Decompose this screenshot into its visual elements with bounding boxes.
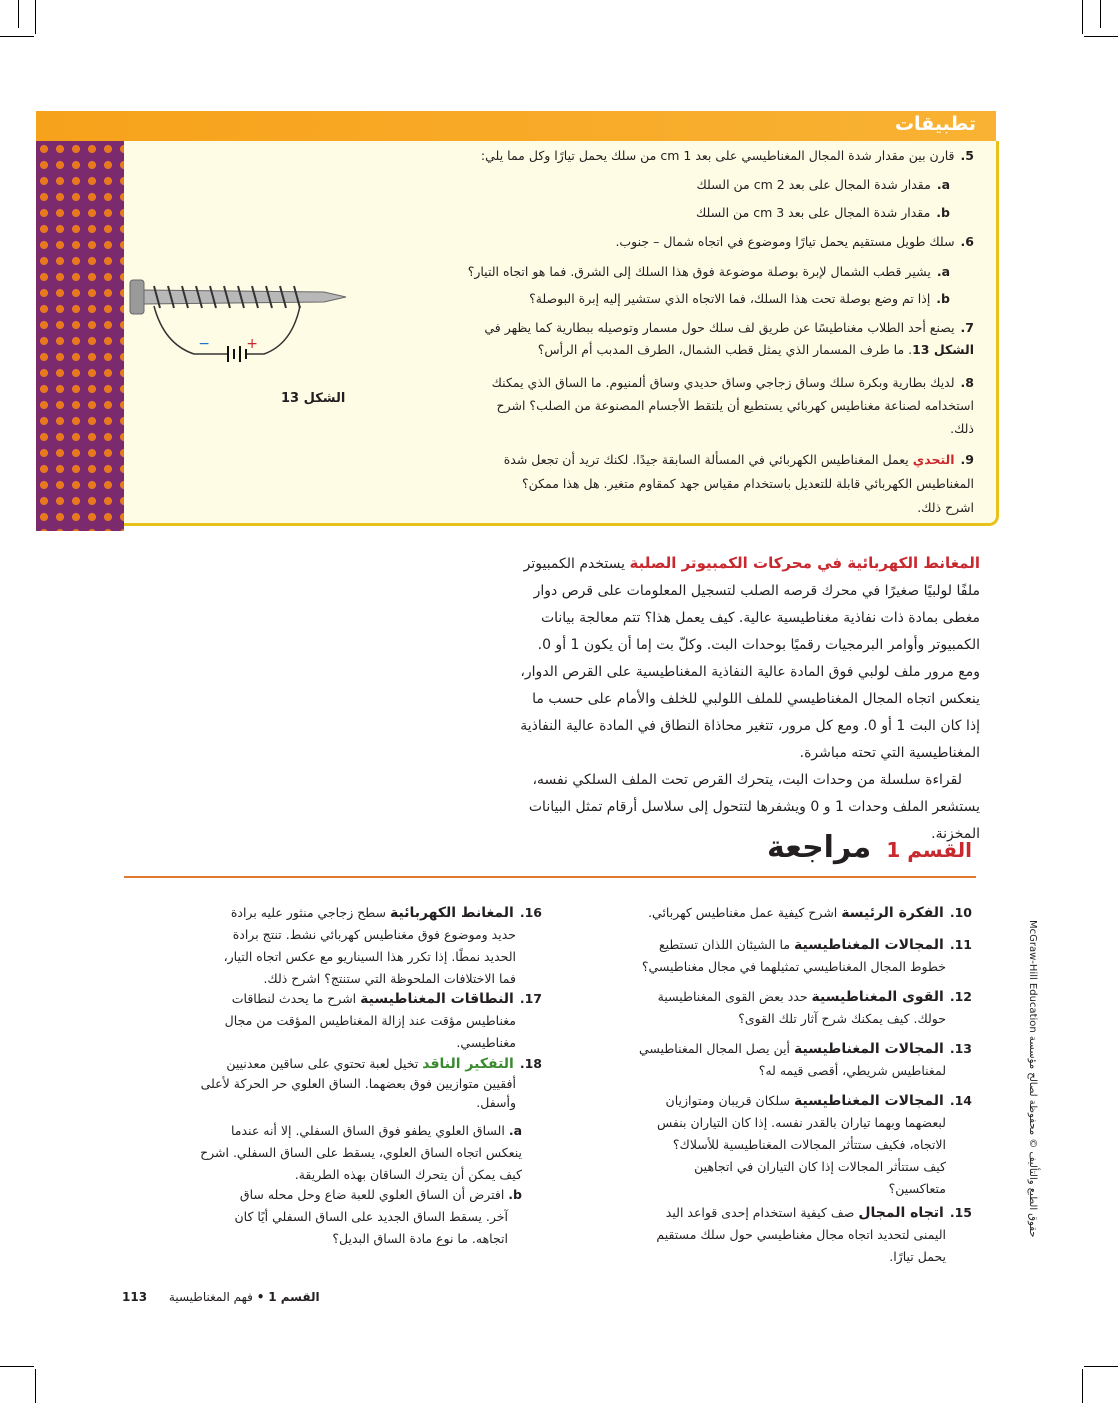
review-item-13: 13.المجالات المغناطيسية أين يصل المجال المغناطيسي لمغناطيس شريطي، أقصى قيمه له؟ [638, 1041, 972, 1078]
hard-drive-paragraph [440, 550, 980, 848]
crop-mark [1084, 1366, 1118, 1367]
question-5b: b.مقدار شدة المجال على بعد 3 cm من السلك [695, 205, 950, 220]
footer-chapter: فهم المغناطيسية [168, 1290, 253, 1304]
question-6b: b.إذا تم وضع بوصلة تحت هذا السلك، فما الاتجاه الذي ستشير إليه إبرة البوصلة؟ [529, 291, 950, 306]
question-7: 7.يصنع أحد الطلاب مغناطيسًا عن طريق لف سلك حول مسمار وتوصيله ببطارية كما يظهر في الشكل 13. ما طرف المسمار الذي يمثل قطب الشمال، الطرف المدبب أم الرأس؟ [484, 320, 974, 357]
hard-drive-line: يستشعر الملف وحدات 1 و 0 ويشفرها لتتحول إلى سلاسل أرقام تمثل البيانات [528, 799, 980, 815]
footer-bullet: • [256, 1290, 265, 1304]
page-footer [122, 1290, 320, 1304]
review-item-14: 14.المجالات المغناطيسية سلكان قريبان ومتوازيان لبعضهما وبهما تياران بالقدر نفسه. إذا كان التياران بنفس الاتجاه، فكيف ستتأثر المجالات المغناطيسية للأسلاك؟ كيف ستتأثر المجالات إذا كان التياران في اتجاهين متعاكسين؟ [656, 1093, 972, 1196]
hard-drive-line: مغطى بمادة ذات نفاذية مغناطيسية عالية. كيف يعمل هذا؟ تتم معالجة بيانات [540, 610, 980, 626]
hard-drive-line: لقراءة سلسلة من وحدات البت، يتحرك القرص تحت الملف السلكي نفسه، [532, 772, 962, 788]
crop-mark [0, 1366, 34, 1367]
figure-13-caption: الشكل 13 [281, 391, 346, 406]
review-item-12: 12.القوى المغناطيسية حدد بعض القوى المغناطيسية حولك. كيف يمكنك شرح آثار تلك القوى؟ [657, 989, 972, 1026]
figure-13-diagram [124, 266, 364, 376]
crop-mark [1082, 0, 1083, 34]
review-item-18a: a. الساق العلوي يطفو فوق الساق السفلي. إلا أنه عندما ينعكس اتجاه الساق العلوي، يسقط على الساق السفلي. اشرح كيف يمكن أن يتحرك الساقان بهذه الطريقة. [200, 1123, 522, 1182]
nail-shaft [144, 290, 346, 304]
decorative-dot-strip [36, 141, 124, 531]
crop-mark [35, 0, 36, 34]
review-title: مراجعة [766, 830, 872, 865]
hard-drive-line: الكمبيوتر وأوامر البرمجيات رقميًا بوحدات البت. وكلّ بت إما أن يكون 1 أو 0. [537, 637, 980, 653]
applications-title: تطبيقات [894, 113, 976, 135]
copyright-credit: حقوق الطبع والتأليف © محفوظة لصالح مؤسسة McGraw-Hill Education [1027, 920, 1038, 1238]
question-5: 5.قارن بين مقدار شدة المجال المغناطيسي على بعد 1 cm من سلك يحمل تيارًا وكل مما يلي: [480, 148, 974, 163]
crop-mark [18, 0, 19, 28]
hard-drive-line: ومع مرور ملف لولبي فوق المادة عالية النفاذية المغناطيسية على القرص الدوار، [520, 664, 980, 680]
crop-mark [35, 1369, 36, 1403]
battery-plus-label: + [246, 336, 258, 352]
applications-header [36, 111, 996, 141]
review-item-17: 17.النطاقات المغناطيسية اشرح ما يحدث لنطاقات مغناطيس مؤقت عند إزالة المغناطيس المؤقت من مجال مغناطيسي. [224, 991, 542, 1050]
crop-mark [1100, 0, 1101, 28]
crop-mark [1082, 1369, 1083, 1403]
wire-left [154, 306, 228, 354]
review-item-18: 18.التفكير الناقد تخيل لعبة تحتوي على ساقين معدنيين أفقيين متوازيين فوق بعضهما. الساق العلوي حر الحركة لأعلى وأسفل. [200, 1056, 542, 1110]
review-item-11: 11.المجالات المغناطيسية ما الشيئان اللذان تستطيع خطوط المجال المغناطيسي تمثيلهما في مجال مغناطيسي؟ [641, 937, 972, 974]
hard-drive-line-1: المغانط الكهربائية في محركات الكمبيوتر الصلبة يستخدم الكمبيوتر [523, 554, 980, 572]
review-item-18b: b. افترض أن الساق العلوي للعبة ضاع وحل محله ساق آخر. يسقط الساق الجديد على الساق السفلي أيًا كان اتجاهه. ما نوع مادة الساق البديل؟ [234, 1187, 522, 1246]
footer-section: القسم 1 [268, 1290, 320, 1304]
page-number: 113 [122, 1290, 148, 1304]
hard-drive-line: ينعكس اتجاه المجال المغناطيسي للملف اللولبي للخلف والأمام على حسب ما [532, 691, 980, 707]
hard-drive-line: إذا كان البت 1 أو 0. ومع كل مرور، تتغير محاذاة النطاق في المادة عالية النفاذية [520, 718, 980, 734]
review-item-10: 10.الفكرة الرئيسة اشرح كيفية عمل مغناطيس كهربائي. [648, 905, 972, 921]
crop-mark [0, 36, 34, 37]
review-item-15: 15.اتجاه المجال صف كيفية استخدام إحدى قواعد اليد اليمنى لتحديد اتجاه مجال مغناطيسي حول سلك مستقيم يحمل تيارًا. [656, 1205, 972, 1264]
hard-drive-line: ملفًا لولبيًا صغيرًا في محرك قرصه الصلب لتسجيل المعلومات على قرص دوار [533, 583, 980, 599]
question-6: 6.سلك طويل مستقيم يحمل تيارًا وموضوع في اتجاه شمال – جنوب. [615, 234, 974, 249]
battery-minus-label: − [198, 336, 210, 352]
hard-drive-line: المغناطيسية التي تحته مباشرة. [799, 745, 980, 761]
question-8: 8.لديك بطارية وبكرة سلك وساق زجاجي وساق حديدي وساق ألمنيوم. ما الساق الذي يمكنك استخدامه لصناعة مغناطيس كهربائي يستطيع أن يلتقط الأجسام المصنوعة من الصلب؟ اشرح ذلك. [491, 375, 974, 436]
crop-mark [1084, 36, 1118, 37]
question-9: 9.التحدي يعمل المغناطيس الكهربائي في المسألة السابقة جيدًا. لكنك تريد أن تجعل شدة المغناطيس الكهربائي قابلة للتعديل باستخدام مقياس جهد كمقاوم متغير. هل هذا ممكن؟ اشرح ذلك. [503, 452, 974, 515]
review-item-16: 16.المغانط الكهربائية سطح زجاجي منثور عليه برادة حديد وموضوع فوق مغناطيس كهربائي نشط. تنتج برادة الحديد نمطًا. إذا تكرر هذا السيناريو مع عكس اتجاه التيار، فما الاختلافات الملحوظة التي ستنتج؟ اشرح ذلك. [223, 905, 542, 986]
question-6a: a.يشير قطب الشمال لإبرة بوصلة موضوعة فوق هذا السلك إلى الشرق. فما هو اتجاه التيار؟ [467, 264, 950, 279]
question-5a: a.مقدار شدة المجال على بعد 2 cm من السلك [696, 177, 950, 192]
nail-head [130, 280, 144, 314]
battery-symbol [228, 346, 246, 362]
review-divider [124, 876, 976, 878]
review-section-label: القسم 1 [886, 838, 972, 862]
review-heading [767, 830, 972, 865]
hard-drive-line: المخزنة. [931, 826, 980, 842]
applications-panel [124, 141, 999, 526]
